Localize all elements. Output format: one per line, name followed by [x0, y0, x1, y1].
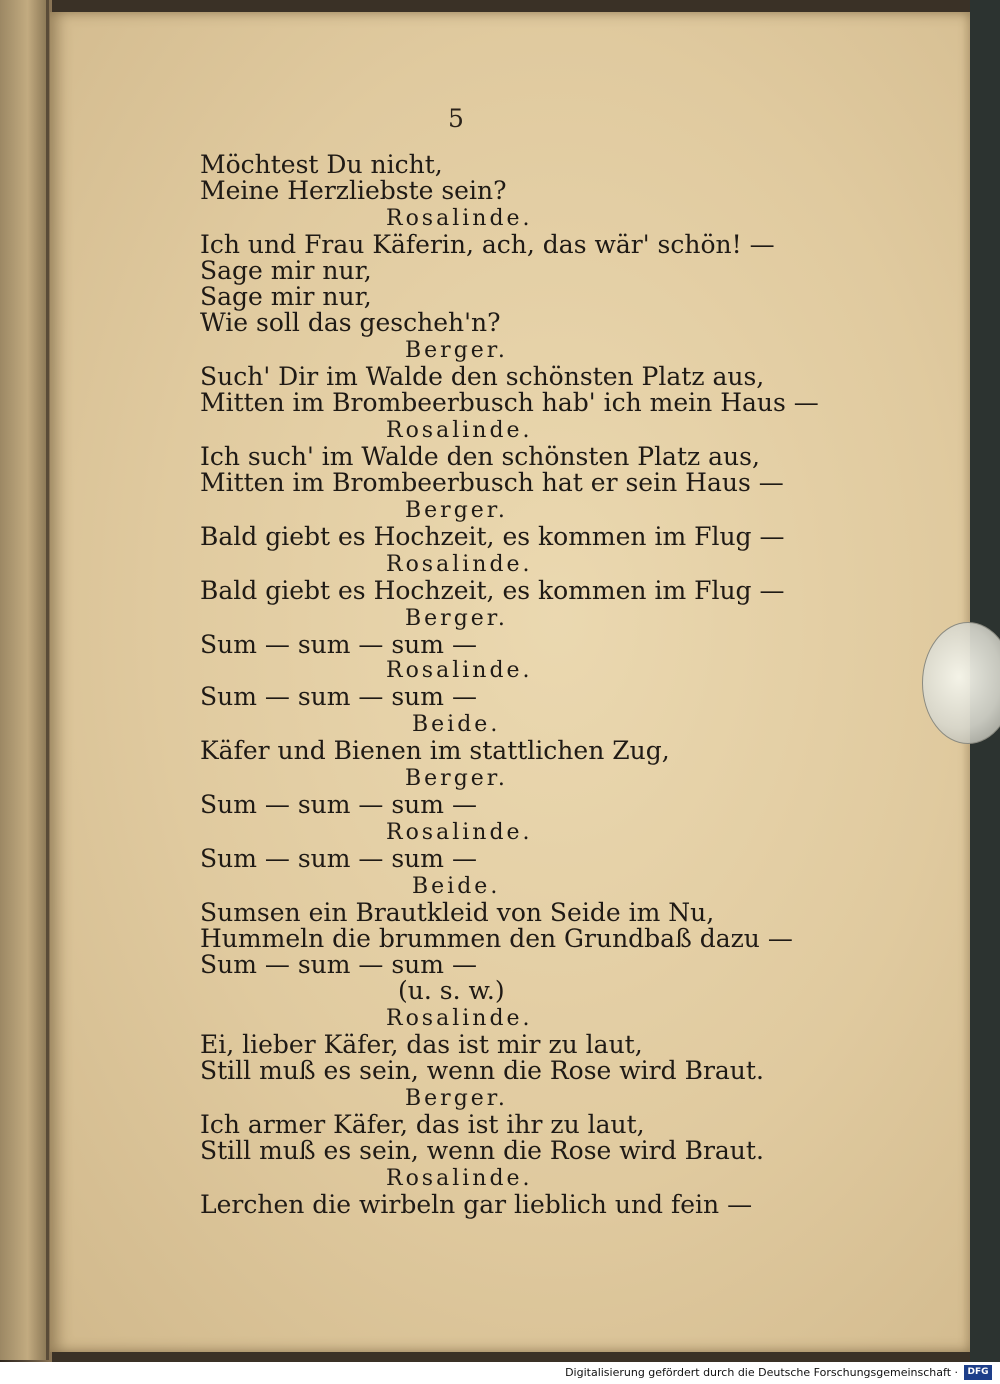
footer-credit: Digitalisierung gefördert durch die Deutsche Forschungsgemeinschaft ·: [565, 1366, 958, 1379]
verse-line: Ich armer Käfer, das ist ihr zu laut,: [200, 1110, 645, 1139]
speaker-name: Rosalinde.: [386, 552, 533, 577]
verse-line: Meine Herzliebste sein?: [200, 176, 507, 205]
speaker-name: Rosalinde.: [386, 658, 533, 683]
verse-line: Sum — sum — sum —: [200, 790, 477, 819]
speaker-name: Rosalinde.: [386, 206, 533, 231]
verse-line: Sage mir nur,: [200, 282, 372, 311]
speaker-name: Berger.: [405, 606, 508, 631]
verse-line: Sum — sum — sum —: [200, 630, 477, 659]
verse-line: Mitten im Brombeerbusch hab' ich mein Haus —: [200, 388, 819, 417]
verse-line: Bald giebt es Hochzeit, es kommen im Flug —: [200, 522, 785, 551]
verse-line: Sumsen ein Brautkleid von Seide im Nu,: [200, 898, 715, 927]
speaker-name: Berger.: [405, 338, 508, 363]
verse-line: Hummeln die brummen den Grundbaß dazu —: [200, 924, 793, 953]
verse-line: Ich und Frau Käferin, ach, das wär' schön! —: [200, 230, 775, 259]
verse-line: Sage mir nur,: [200, 256, 372, 285]
verse-line: Bald giebt es Hochzeit, es kommen im Flug —: [200, 576, 785, 605]
stage-aside: (u. s. w.): [398, 976, 505, 1005]
verse-line: Mitten im Brombeerbusch hat er sein Haus —: [200, 468, 784, 497]
verse-line: Käfer und Bienen im stattlichen Zug,: [200, 736, 670, 765]
verse-line: Ich such' im Walde den schönsten Platz aus,: [200, 442, 760, 471]
speaker-name: Berger.: [405, 498, 508, 523]
verse-line: Such' Dir im Walde den schönsten Platz aus,: [200, 362, 765, 391]
speaker-name: Berger.: [405, 766, 508, 791]
speaker-name: Rosalinde.: [386, 418, 533, 443]
verse-line: Sum — sum — sum —: [200, 682, 477, 711]
left-page-edge: [0, 0, 49, 1360]
speaker-name: Rosalinde.: [386, 1166, 533, 1191]
speaker-name: Beide.: [412, 712, 501, 737]
verse-line: Wie soll das gescheh'n?: [200, 308, 501, 337]
page-number: 5: [448, 104, 464, 133]
speaker-name: Beide.: [412, 874, 501, 899]
verse-line: Möchtest Du nicht,: [200, 150, 443, 179]
speaker-name: Berger.: [405, 1086, 508, 1111]
dfg-logo: DFG: [964, 1365, 992, 1380]
verse-line: Still muß es sein, wenn die Rose wird Braut.: [200, 1136, 764, 1165]
verse-line: Ei, lieber Käfer, das ist mir zu laut,: [200, 1030, 643, 1059]
speaker-name: Rosalinde.: [386, 1006, 533, 1031]
verse-line: Lerchen die wirbeln gar lieblich und fein —: [200, 1190, 753, 1219]
speaker-name: Rosalinde.: [386, 820, 533, 845]
verse-line: Sum — sum — sum —: [200, 844, 477, 873]
verse-line: Still muß es sein, wenn die Rose wird Braut.: [200, 1056, 764, 1085]
verse-line: Sum — sum — sum —: [200, 950, 477, 979]
